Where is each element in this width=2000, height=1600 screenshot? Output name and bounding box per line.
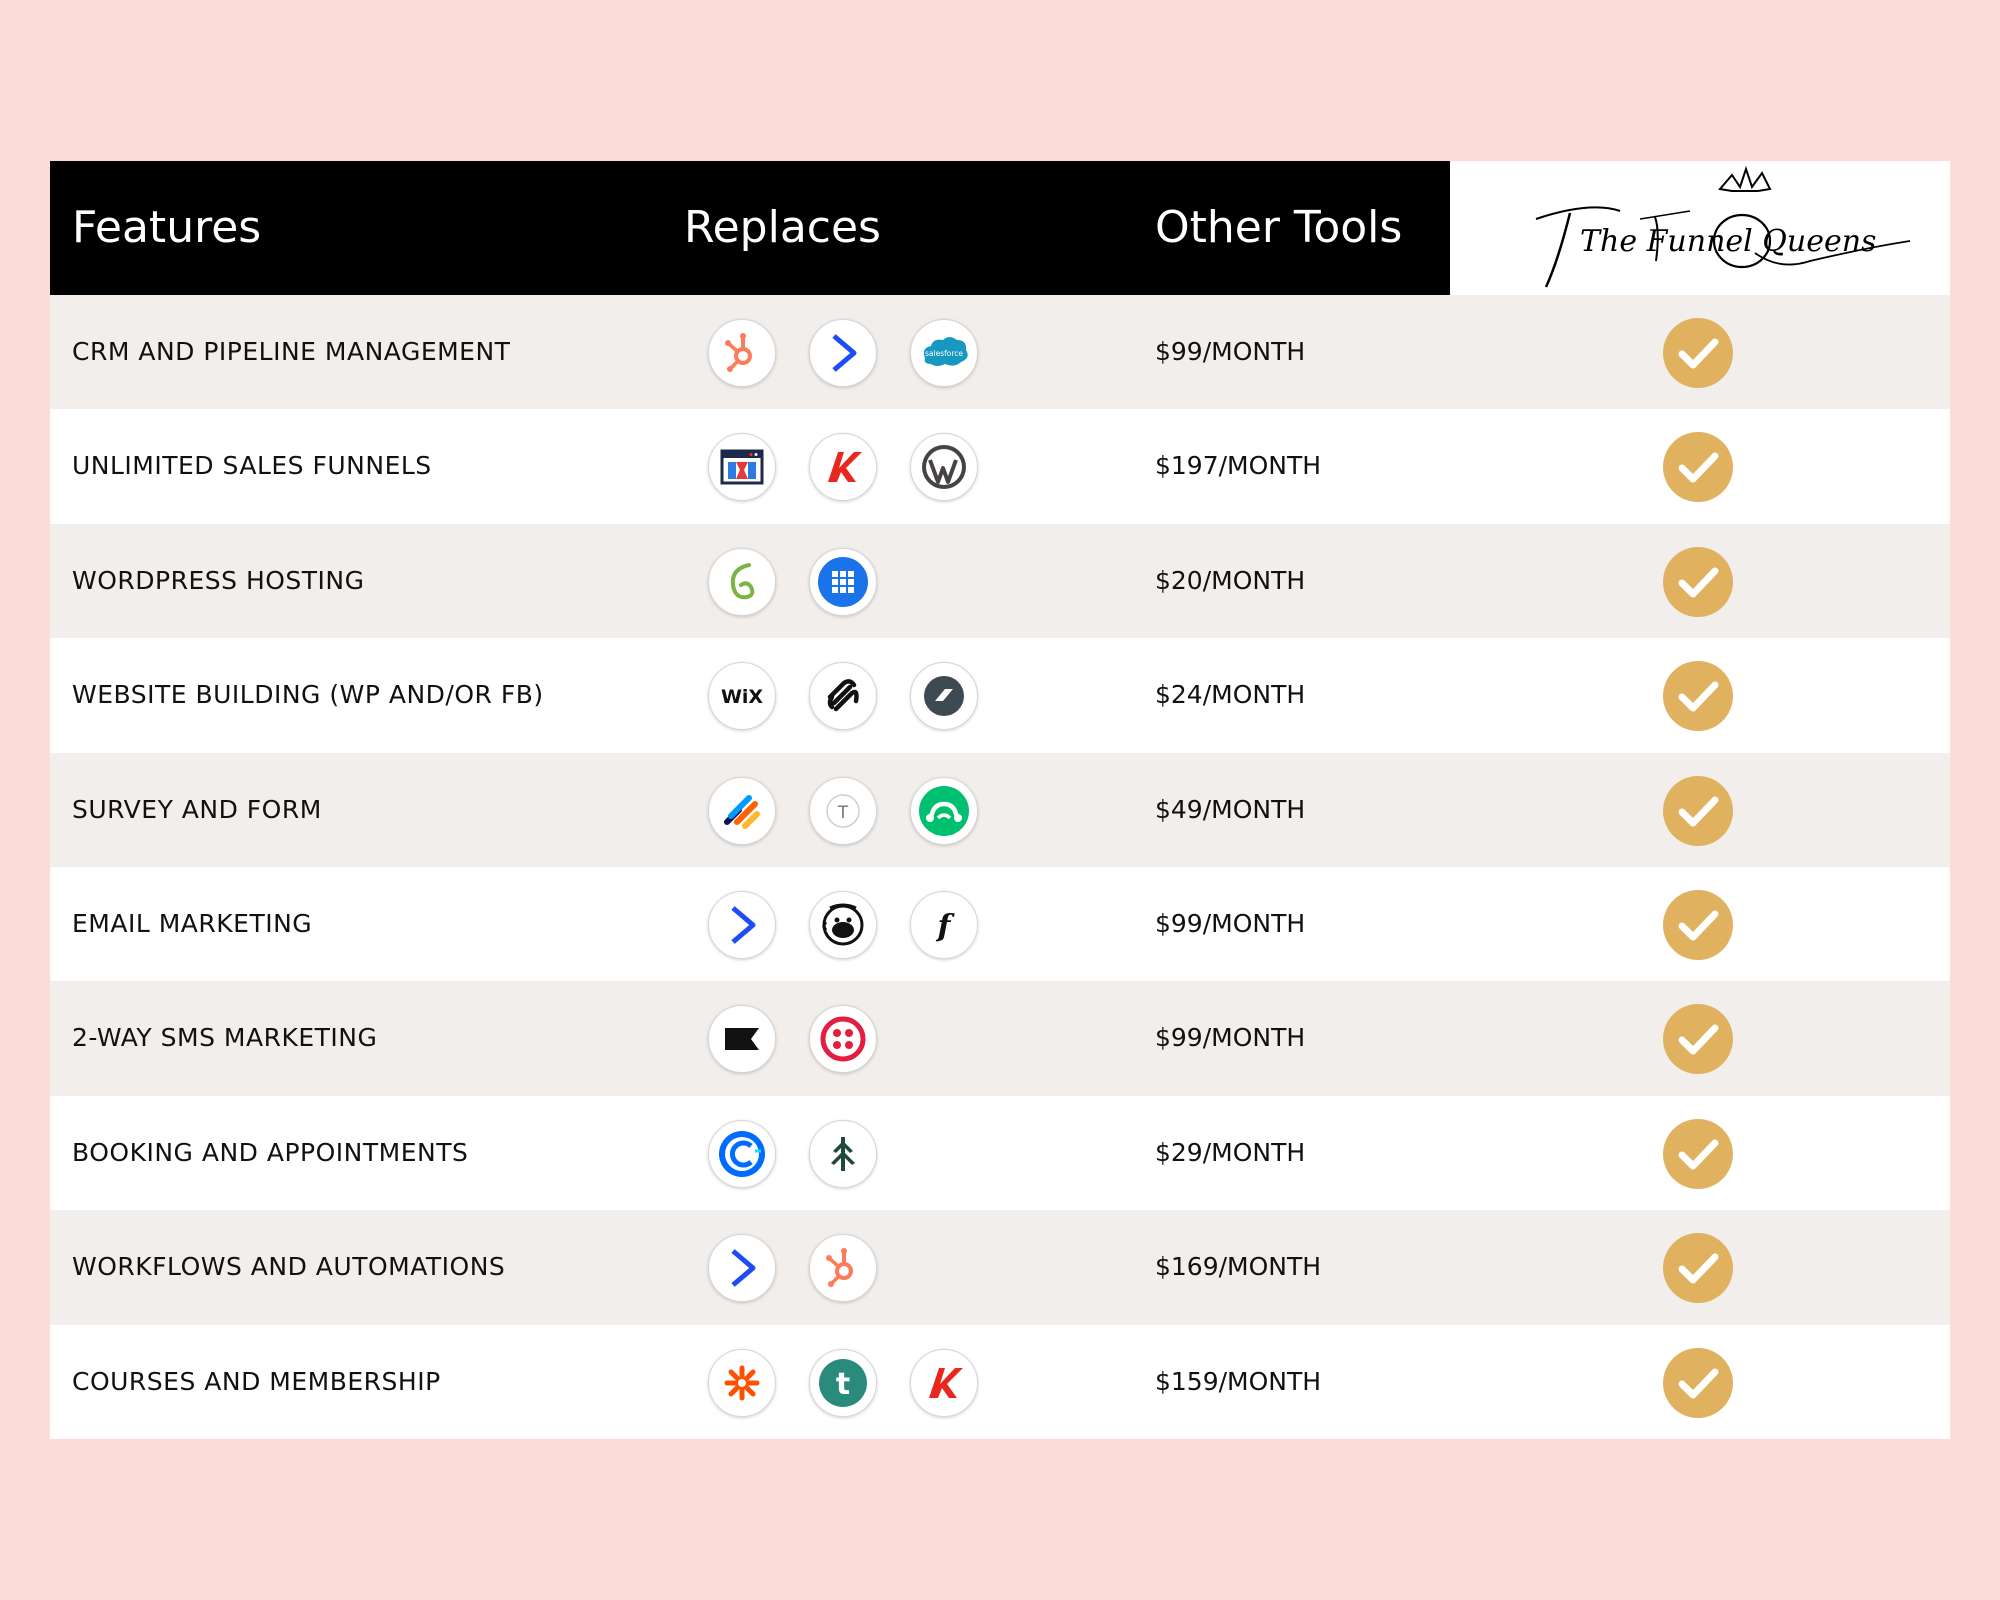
wix-icon bbox=[708, 662, 776, 730]
flodesk-icon bbox=[910, 891, 978, 959]
wordpress-icon bbox=[910, 433, 978, 501]
price: $20/MONTH bbox=[1155, 565, 1306, 595]
hubspot-icon bbox=[809, 1234, 877, 1302]
table-row bbox=[50, 524, 1950, 638]
feature-name: CRM AND PIPELINE MANAGEMENT bbox=[72, 337, 511, 366]
brand-logo-text: The Funnel Queens bbox=[1580, 224, 1877, 259]
feature-name: BOOKING AND APPOINTMENTS bbox=[72, 1137, 469, 1167]
price: $99/MONTH bbox=[1155, 1023, 1306, 1053]
check-icon bbox=[1663, 1119, 1733, 1189]
wix-text: WiX bbox=[720, 686, 764, 709]
squarespace-icon bbox=[809, 662, 877, 730]
jotform-icon bbox=[708, 777, 776, 845]
hubspot-icon bbox=[708, 319, 776, 387]
feature-name: SURVEY AND FORM bbox=[72, 794, 322, 824]
feature-name: 2-WAY SMS MARKETING bbox=[72, 1023, 378, 1053]
twilio-icon bbox=[809, 1005, 877, 1073]
price: $29/MONTH bbox=[1155, 1137, 1306, 1167]
comparison-table bbox=[50, 161, 1950, 1439]
activecampaign-icon bbox=[708, 1234, 776, 1302]
feature-name: COURSES AND MEMBERSHIP bbox=[72, 1366, 441, 1396]
header-features: Features bbox=[72, 202, 262, 253]
table-row bbox=[50, 638, 1950, 752]
check-icon bbox=[1663, 318, 1733, 388]
check-icon bbox=[1663, 1348, 1733, 1418]
price: $99/MONTH bbox=[1155, 337, 1306, 366]
klaviyo-icon bbox=[708, 1005, 776, 1073]
table-row bbox=[50, 1096, 1950, 1210]
check-icon bbox=[1663, 432, 1733, 502]
table-row bbox=[50, 753, 1950, 867]
check-icon bbox=[1663, 1004, 1733, 1074]
header-other-tools: Other Tools bbox=[1155, 202, 1403, 253]
check-icon bbox=[1663, 776, 1733, 846]
price: $99/MONTH bbox=[1155, 908, 1306, 938]
brand-cell bbox=[1450, 161, 1950, 295]
table-row bbox=[50, 867, 1950, 981]
price: $49/MONTH bbox=[1155, 794, 1306, 824]
feature-name: WORKFLOWS AND AUTOMATIONS bbox=[72, 1252, 506, 1282]
check-icon bbox=[1663, 890, 1733, 960]
feature-name: WORDPRESS HOSTING bbox=[72, 565, 365, 595]
teachable-text: t bbox=[835, 1366, 851, 1402]
kartra-icon bbox=[809, 433, 877, 501]
table-row bbox=[50, 1210, 1950, 1324]
table-header bbox=[50, 161, 1950, 295]
price: $159/MONTH bbox=[1155, 1366, 1322, 1396]
the-funnel-queens-logo bbox=[1450, 161, 1950, 295]
typeform-text: T bbox=[837, 802, 849, 823]
feature-name: EMAIL MARKETING bbox=[72, 908, 313, 938]
calendly-icon bbox=[708, 1120, 776, 1188]
flodesk-text: f bbox=[937, 908, 951, 944]
activecampaign-icon bbox=[708, 891, 776, 959]
godaddy-icon bbox=[809, 548, 877, 616]
feature-name: UNLIMITED SALES FUNNELS bbox=[72, 451, 432, 481]
zapier-icon bbox=[708, 1349, 776, 1417]
price: $197/MONTH bbox=[1155, 451, 1322, 481]
table-row bbox=[50, 1325, 1950, 1439]
check-icon bbox=[1663, 547, 1733, 617]
typeform-icon bbox=[809, 777, 877, 845]
clickfunnels-icon bbox=[708, 433, 776, 501]
showit-icon bbox=[910, 662, 978, 730]
teachable-icon bbox=[809, 1349, 877, 1417]
table-row bbox=[50, 981, 1950, 1095]
mailchimp-icon bbox=[809, 891, 877, 959]
check-icon bbox=[1663, 1233, 1733, 1303]
price: $169/MONTH bbox=[1155, 1252, 1322, 1282]
acuity-icon bbox=[809, 1120, 877, 1188]
activecampaign-icon bbox=[809, 319, 877, 387]
table-row bbox=[50, 295, 1950, 409]
table-body bbox=[50, 295, 1950, 1439]
price: $24/MONTH bbox=[1155, 680, 1306, 710]
check-icon bbox=[1663, 661, 1733, 731]
siteground-icon bbox=[708, 548, 776, 616]
salesforce-icon bbox=[910, 319, 978, 387]
salesforce-text: salesforce bbox=[925, 349, 963, 358]
table-row bbox=[50, 409, 1950, 523]
feature-name: WEBSITE BUILDING (WP AND/OR FB) bbox=[72, 680, 544, 710]
kartra-icon bbox=[910, 1349, 978, 1417]
surveymonkey-icon bbox=[910, 777, 978, 845]
header-replaces: Replaces bbox=[684, 202, 881, 253]
